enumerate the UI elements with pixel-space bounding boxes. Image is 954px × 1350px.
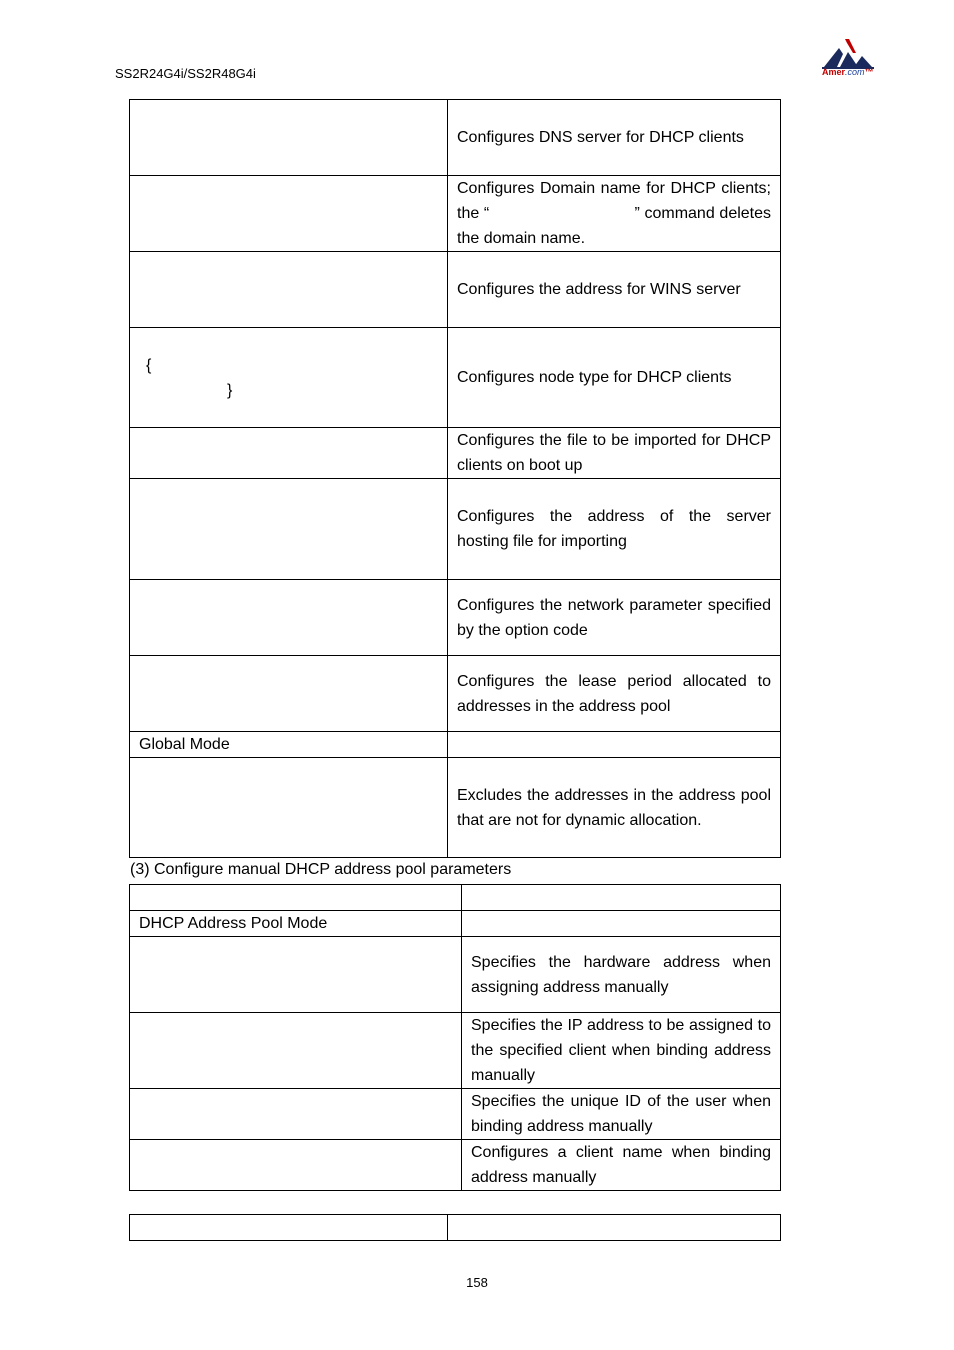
manual-pool-command-table — [129, 884, 781, 1191]
command-cell — [130, 252, 448, 328]
description-cell: Configures Domain name for DHCP clients; the “ ” command deletes the domain name. — [448, 176, 781, 252]
section-caption: (3) Configure manual DHCP address pool parameters — [130, 861, 512, 878]
table-row — [130, 428, 781, 479]
mode-cell: DHCP Address Pool Mode — [130, 911, 462, 937]
command-cell — [130, 1140, 462, 1191]
command-cell — [130, 328, 448, 428]
table-row — [130, 1013, 781, 1089]
brace-open: { — [146, 356, 152, 374]
dhcp-pool-command-table — [129, 99, 781, 858]
table-row — [130, 100, 781, 176]
command-cell — [130, 1013, 462, 1089]
table-row — [130, 580, 781, 656]
description-cell: Configures the address of the server hosting file for importing — [448, 479, 781, 580]
table-row — [130, 937, 781, 1013]
amer-logo — [818, 36, 878, 84]
command-cell — [130, 1089, 462, 1140]
command-cell — [130, 176, 448, 252]
description-cell — [462, 885, 781, 911]
description-cell: Specifies the unique ID of the user when binding address manually — [462, 1089, 781, 1140]
logo-mountain-icon — [818, 36, 878, 70]
command-cell — [130, 885, 462, 911]
description-cell: Configures the lease period allocated to addresses in the address pool — [448, 656, 781, 732]
table-row — [130, 1089, 781, 1140]
description-cell: Configures the address for WINS server — [448, 252, 781, 328]
table-row — [130, 885, 781, 911]
table-row — [130, 479, 781, 580]
header-model-name: SS2R24G4i/SS2R48G4i — [115, 66, 256, 81]
table-row — [130, 176, 781, 252]
command-cell — [130, 758, 448, 858]
description-cell — [448, 1215, 781, 1241]
description-cell: Configures DNS server for DHCP clients — [448, 100, 781, 176]
table-row — [130, 758, 781, 858]
table-row — [130, 1215, 781, 1241]
command-cell — [130, 1215, 448, 1241]
command-cell — [130, 580, 448, 656]
description-cell — [462, 911, 781, 937]
description-cell: Specifies the IP address to be assigned to the specified client when binding address manually — [462, 1013, 781, 1089]
description-cell: Configures a client name when binding address manually — [462, 1140, 781, 1191]
description-cell — [448, 732, 781, 758]
table-row — [130, 1140, 781, 1191]
command-cell — [130, 656, 448, 732]
table-row — [130, 656, 781, 732]
command-cell — [130, 428, 448, 479]
description-cell: Configures the network parameter specified by the option code — [448, 580, 781, 656]
table-row — [130, 732, 781, 758]
table-row — [130, 252, 781, 328]
command-cell — [130, 100, 448, 176]
description-cell: Specifies the hardware address when assigning address manually — [462, 937, 781, 1013]
table-row — [130, 328, 781, 428]
description-cell: Configures the file to be imported for DHCP clients on boot up — [448, 428, 781, 479]
next-command-table — [129, 1214, 781, 1241]
logo-wordmark: Amer.com™ — [822, 67, 874, 77]
command-cell — [130, 479, 448, 580]
brace-close: } — [227, 381, 233, 399]
mode-cell: Global Mode — [130, 732, 448, 758]
table-row — [130, 911, 781, 937]
description-cell: Excludes the addresses in the address pool that are not for dynamic allocation. — [448, 758, 781, 858]
page-number: 158 — [466, 1275, 488, 1290]
command-cell — [130, 937, 462, 1013]
description-cell: Configures node type for DHCP clients — [448, 328, 781, 428]
